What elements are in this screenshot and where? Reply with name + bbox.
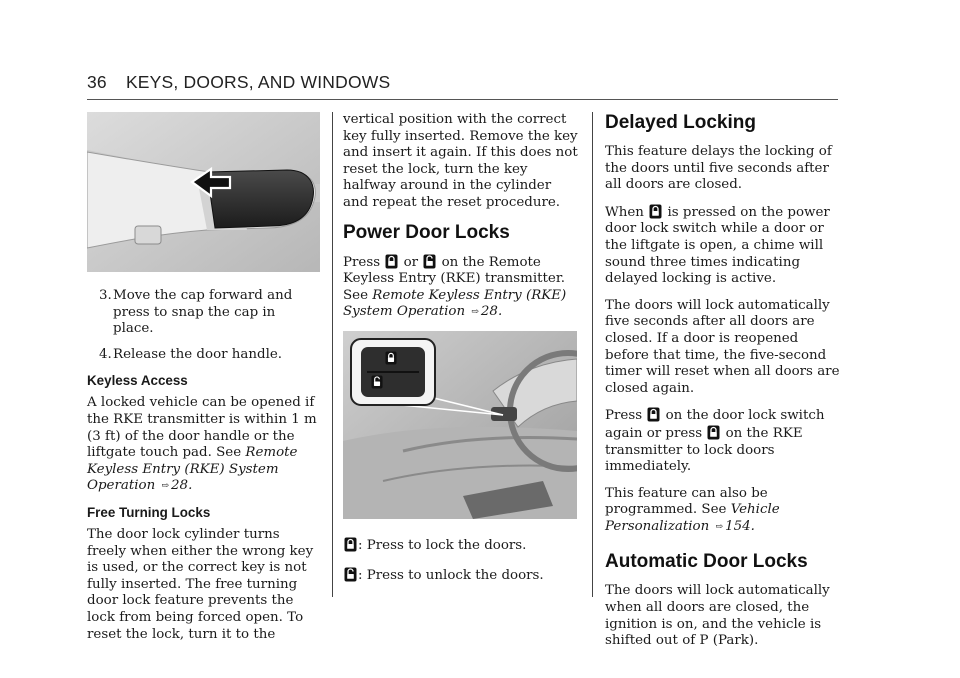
unlock-icon <box>423 254 436 269</box>
page-header <box>87 72 837 100</box>
delayed-locking-intro: This feature delays the locking of the doors until five seconds after all doors are closed. <box>605 144 832 193</box>
lock-immediately-text: Press on the door lock switch again or press on the RKE transmitter to lock doors immediately. <box>605 408 825 475</box>
reset-procedure-text: vertical position with the correct key fully inserted. Remove the key and insert it again. If this does not reset the lock, turn the key halfway around in the cylinder and repeat the reset procedure. <box>343 112 578 210</box>
door-lock-switch-figure <box>343 331 577 519</box>
section-title: KEYS, DOORS, AND WINDOWS <box>125 72 391 92</box>
delayed-locking-heading: Delayed Locking <box>605 112 756 133</box>
column-middle <box>343 112 580 596</box>
delayed-locking-timer-text: The doors will lock automatically five seconds after all doors are closed. If a door is reopened before that time, the five-second timer will reset when all doors are closed again. <box>605 297 840 396</box>
door-handle-figure <box>87 112 320 272</box>
column-left <box>87 112 320 653</box>
step-item: 4.Release the door handle. <box>99 346 283 362</box>
lock-icon <box>649 204 662 219</box>
lock-icon <box>344 537 357 552</box>
automatic-door-locks-text: The doors will lock automatically when all doors are closed, the ignition is on, and the vehicle is shifted out of P (Park). <box>605 583 830 649</box>
free-turning-heading: Free Turning Locks <box>87 504 211 520</box>
unlock-definition: : Press to unlock the doors. <box>343 567 580 585</box>
free-turning-text: The door lock cylinder turns freely when either the wrong key is used, or the correct key is not fully inserted. The free turning door lock feature prevents the lock from being forced open. To reset the lock, turn it to the <box>87 526 314 642</box>
lock-icon <box>707 425 720 440</box>
page-ref-arrow-icon: ⇨ <box>471 307 479 318</box>
step-item: 3.Move the cap forward and press to snap the cap in place. <box>99 288 293 337</box>
power-door-locks-heading: Power Door Locks <box>343 221 510 243</box>
rke-page-ref[interactable]: 28 <box>480 304 498 320</box>
column-divider-left <box>332 112 333 597</box>
delayed-locking-chime-text: When is pressed on the power door lock switch while a door or the liftgate is open, a chime will sound three times indicating delayed locking is active. <box>605 204 830 287</box>
automatic-door-locks-heading: Automatic Door Locks <box>605 551 808 573</box>
lock-definition: : Press to lock the doors. <box>343 537 580 555</box>
vehicle-personalization-link[interactable]: Vehicle Personalization <box>605 502 780 534</box>
step-list <box>87 288 320 363</box>
lock-icon <box>647 407 660 422</box>
power-door-locks-text: Press or on the Remote Keyless Entry (RKE) transmitter. See Remote Keyless Entry (RKE) System Operation ⇨ 28. <box>343 254 567 320</box>
page-number: 36 <box>87 72 107 92</box>
page-ref-arrow-icon: ⇨ <box>715 521 724 532</box>
page-ref-arrow-icon: ⇨ <box>161 481 170 492</box>
rke-page-ref[interactable]: 28 <box>171 478 189 494</box>
keyless-access-heading: Keyless Access <box>87 373 188 389</box>
column-right <box>605 112 841 660</box>
personalization-page-ref[interactable]: 154 <box>725 518 751 534</box>
unlock-icon <box>344 567 357 582</box>
rke-reference-link[interactable]: Remote Keyless Entry (RKE) System Operation <box>343 287 567 320</box>
column-divider-right <box>592 112 593 597</box>
keyless-access-text: A locked vehicle can be opened if the RKE transmitter is within 1 m (3 ft) of the door handle or the liftgate touch pad. See Remote Keyless Entry (RKE) System Operation ⇨ 28. <box>87 395 317 494</box>
programming-text: This feature can also be programmed. See Vehicle Personalization ⇨ 154. <box>605 485 780 534</box>
rke-reference-link[interactable]: Remote Keyless Entry (RKE) System Operation <box>87 445 298 494</box>
header-rule <box>87 99 838 100</box>
lock-icon <box>385 254 398 269</box>
